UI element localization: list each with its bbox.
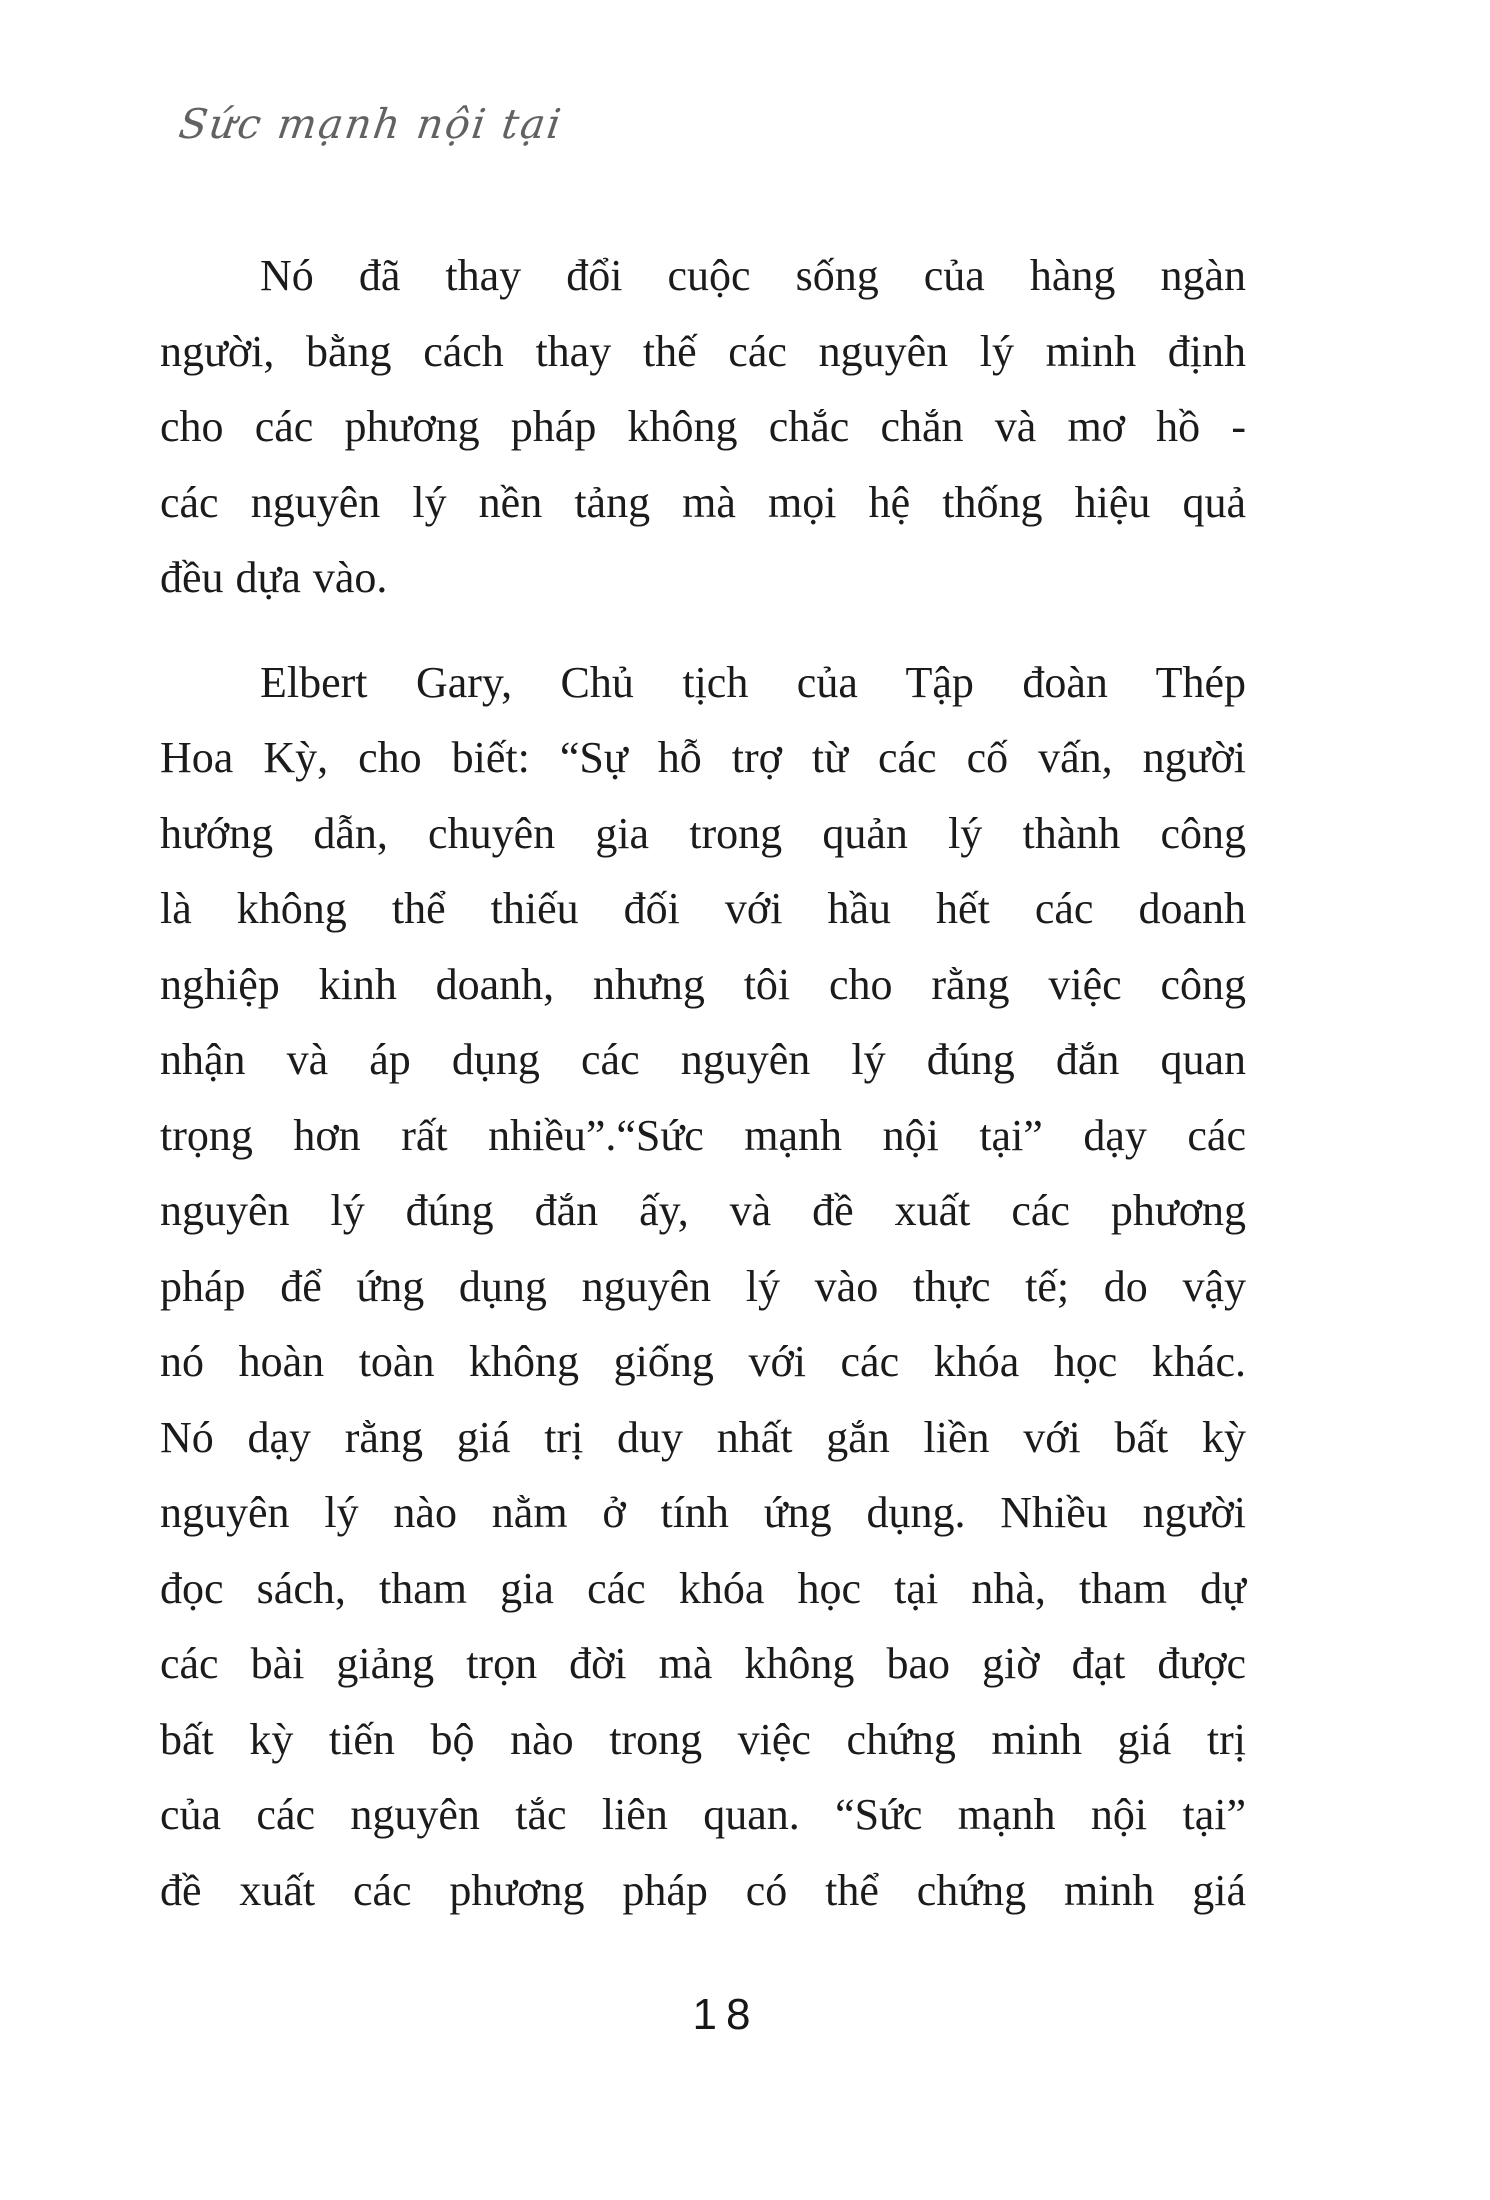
text-line: nhận và áp dụng các nguyên lý đúng đắn quan	[160, 1035, 1246, 1084]
text-line: trọng hơn rất nhiều”.“Sức mạnh nội tại” dạy các	[160, 1110, 1246, 1160]
text-line: hướng dẫn, chuyên gia trong quản lý thành công	[160, 808, 1246, 858]
text-line: là không thể thiếu đối với hầu hết các doanh	[160, 884, 1246, 933]
text-line: nguyên lý đúng đắn ấy, và đề xuất các phương	[160, 1186, 1246, 1235]
text-line: Nó đã thay đổi cuộc sống của hàng ngàn	[260, 251, 1246, 300]
paragraph	[160, 238, 1246, 616]
text-line: Hoa Kỳ, cho biết: “Sự hỗ trợ từ các cố vấn, người	[160, 733, 1246, 782]
text-line: đề xuất các phương pháp có thể chứng minh giá	[160, 1865, 1246, 1915]
text-line: đều dựa vào.	[160, 553, 388, 602]
text-line: nó hoàn toàn không giống với các khóa học khác.	[160, 1337, 1246, 1386]
paragraph	[160, 645, 1246, 1929]
text-line: Nó dạy rằng giá trị duy nhất gắn liền với bất kỳ	[160, 1412, 1246, 1462]
text-line: Elbert Gary, Chủ tịch của Tập đoàn Thép	[260, 657, 1246, 707]
text-line: các bài giảng trọn đời mà không bao giờ đạt được	[160, 1639, 1246, 1688]
text-line: nguyên lý nào nằm ở tính ứng dụng. Nhiều người	[160, 1488, 1246, 1537]
text-line: của các nguyên tắc liên quan. “Sức mạnh nội tại”	[160, 1790, 1246, 1839]
text-line: bất kỳ tiến bộ nào trong việc chứng minh giá trị	[160, 1714, 1246, 1764]
text-line: nghiệp kinh doanh, nhưng tôi cho rằng việc công	[160, 959, 1246, 1009]
text-line: các nguyên lý nền tảng mà mọi hệ thống hiệu quả	[160, 477, 1246, 527]
running-header: Sức mạnh nội tại	[176, 100, 566, 148]
page-number: 18	[692, 1990, 760, 2039]
text-line: cho các phương pháp không chắc chắn và mơ hồ -	[160, 402, 1246, 451]
body-text	[160, 238, 1246, 1928]
text-line: đọc sách, tham gia các khóa học tại nhà, tham dự	[160, 1563, 1246, 1613]
text-line: pháp để ứng dụng nguyên lý vào thực tế; do vậy	[160, 1261, 1246, 1311]
text-line: người, bằng cách thay thế các nguyên lý minh định	[160, 326, 1246, 376]
